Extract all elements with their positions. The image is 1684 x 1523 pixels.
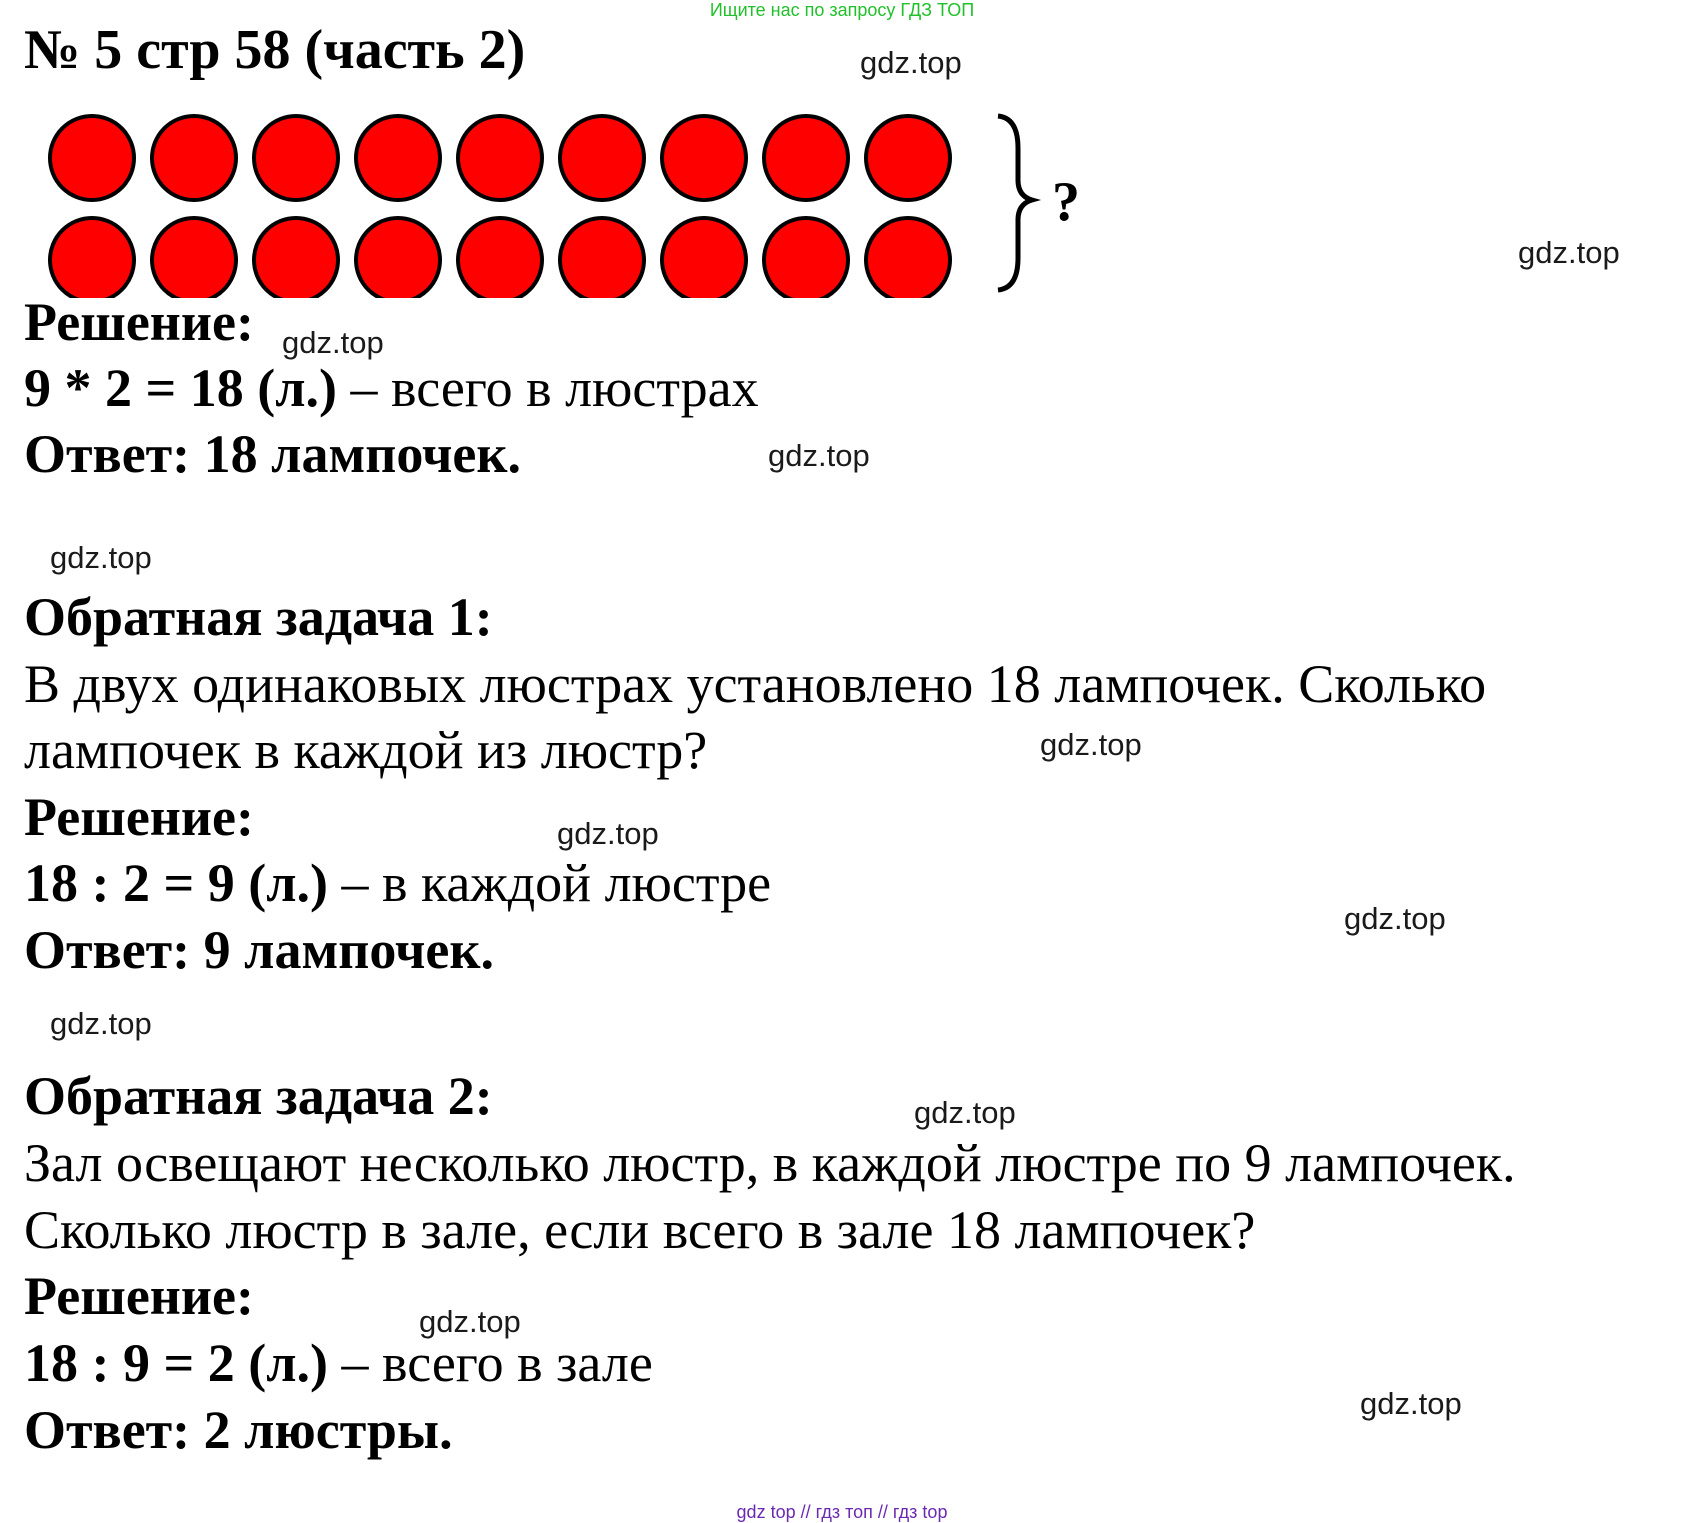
solution-equation: 9 * 2 = 18 (л.) [24, 358, 338, 418]
inverse1-solution-heading: Решение: [24, 787, 254, 847]
inverse2-comment: – всего в зале [328, 1333, 653, 1393]
watermark: gdz.top [914, 1095, 1016, 1130]
question-mark: ? [1052, 171, 1080, 233]
watermark: gdz.top [419, 1304, 521, 1339]
lamp-circle [254, 116, 338, 200]
curly-brace [998, 116, 1032, 290]
inverse2-solution-heading: Решение: [24, 1266, 254, 1326]
footer-links[interactable]: gdz top // гдз топ // гдз top [736, 1502, 948, 1522]
lamp-circle [662, 218, 746, 298]
lamp-circle [152, 218, 236, 298]
header-search-link[interactable]: Ищите нас по запросу ГДЗ ТОП [709, 0, 975, 20]
watermark: gdz.top [50, 1006, 152, 1041]
lamp-circle [50, 218, 134, 298]
watermark: gdz.top [557, 816, 659, 851]
inverse1-comment: – в каждой люстре [328, 853, 772, 913]
solution-comment: – всего в люстрах [337, 358, 759, 418]
solution-heading: Решение: [24, 292, 254, 352]
watermark: gdz.top [1040, 727, 1142, 762]
inverse1-equation: 18 : 2 = 9 (л.) [24, 853, 329, 913]
inverse1-solution-line [24, 851, 771, 915]
lamp-circle [560, 116, 644, 200]
lamp-circle [866, 116, 950, 200]
inverse1-text-line1: В двух одинаковых люстрах установлено 18 лампочек. Сколько [24, 654, 1487, 714]
inverse2-text-line1: Зал освещают несколько люстр, в каждой люстре по 9 лампочек. [24, 1133, 1516, 1193]
lamp-circle [560, 218, 644, 298]
solution-answer: Ответ: 18 лампочек. [24, 424, 521, 484]
inverse1-heading: Обратная задача 1: [24, 587, 493, 647]
lamp-circle [458, 218, 542, 298]
watermark: gdz.top [1518, 235, 1620, 270]
lamp-circle [152, 116, 236, 200]
lamps-diagram [40, 108, 1090, 298]
inverse2-answer: Ответ: 2 люстры. [24, 1400, 453, 1460]
watermark: gdz.top [50, 540, 152, 575]
page-title: № 5 стр 58 (часть 2) [24, 19, 526, 81]
watermark: gdz.top [1344, 901, 1446, 936]
inverse2-solution-line [24, 1331, 653, 1395]
inverse1-answer: Ответ: 9 лампочек. [24, 920, 494, 980]
lamp-circle [764, 218, 848, 298]
lamp-circle [458, 116, 542, 200]
inverse2-equation: 18 : 9 = 2 (л.) [24, 1333, 329, 1393]
lamp-circle [254, 218, 338, 298]
lamp-circle [866, 218, 950, 298]
lamp-circle [356, 218, 440, 298]
lamp-circle [764, 116, 848, 200]
lamp-circle [662, 116, 746, 200]
watermark: gdz.top [860, 45, 962, 80]
lamp-circle [356, 116, 440, 200]
inverse2-heading: Обратная задача 2: [24, 1066, 493, 1126]
watermark: gdz.top [282, 325, 384, 360]
inverse1-text-line2: лампочек в каждой из люстр? [24, 720, 708, 780]
solution-line [24, 356, 759, 420]
watermark: gdz.top [768, 438, 870, 473]
lamp-circle [50, 116, 134, 200]
inverse2-text-line2: Сколько люстр в зале, если всего в зале 18 лампочек? [24, 1200, 1256, 1260]
watermark: gdz.top [1360, 1386, 1462, 1421]
